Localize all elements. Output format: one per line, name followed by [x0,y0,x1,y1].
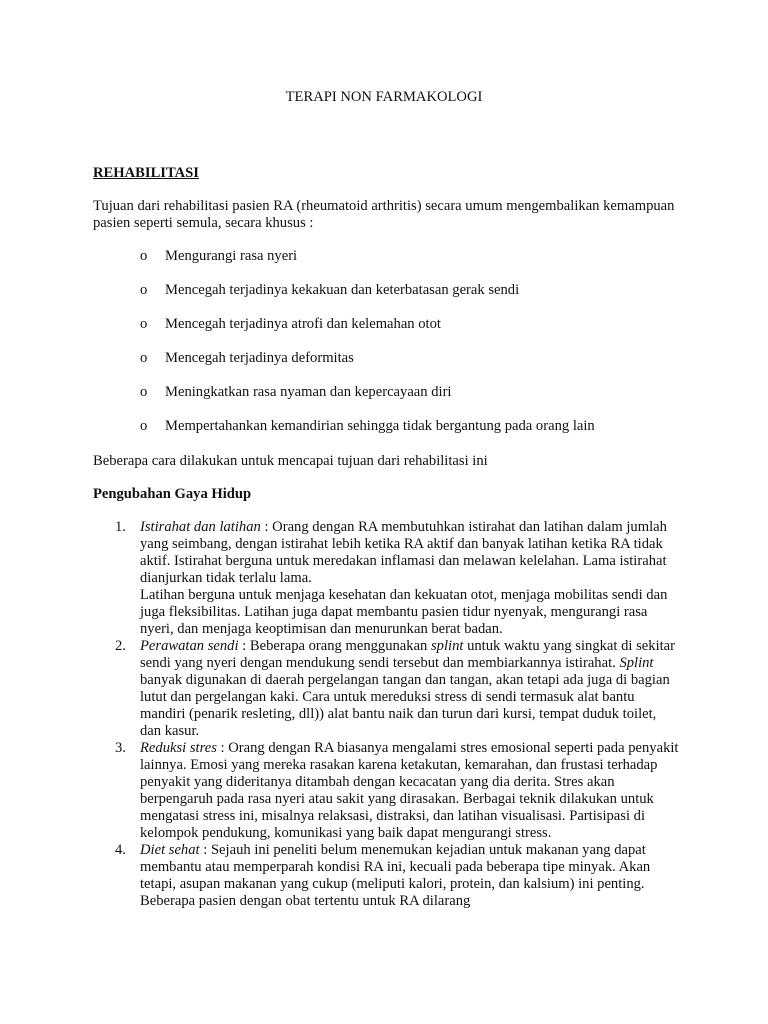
item-text: : Orang dengan RA membutuhkan istirahat dan latihan dalam jumlah yang seimbang, dengan istirahat lebih ketika RA aktif dan banyak latihan ketika RA tidak aktif. Istirahat berguna untuk meredakan inflamasi dan melawan kelelahan. Lama istirahat dianjurkan tidak terlalu lama. [140,519,667,586]
section-heading-rehabilitasi: REHABILITASI [93,165,199,181]
item-text: banyak digunakan di daerah pergelangan tangan dan tangan, akan tetapi ada juga di bagian lutut dan pergelangan kaki. Cara untuk mereduksi stress di sendi termasuk alat bantu mandiri (penarik resleting, dll)) alat bantu naik dan turun dari kursi, tempat duduk toilet, dan kasur. [140,672,670,739]
list-item-text: Mencegah terjadinya kekakuan dan keterbatasan gerak sendi [165,282,520,298]
item-paragraph-continued: Latihan berguna untuk menjaga kesehatan dan kekuatan otot, menjaga mobilitas sendi dan juga fleksibilitas. Latihan juga dapat membantu pasien tidur nyenyak, mengurangi rasa nyeri, dan menjaga keoptimisan dan menurunkan berat badan. [140,587,668,637]
methods-intro: Beberapa cara dilakukan untuk mencapai tujuan dari rehabilitasi ini [93,453,488,469]
bullet-marker: o [140,418,148,434]
list-item [0,384,768,401]
item-paragraph [140,740,680,842]
emphasis-splint: Splint [619,655,654,671]
item-number: 4. [115,842,126,858]
list-item [0,316,768,333]
list-item-text: Mengurangi rasa nyeri [165,248,298,264]
list-item [0,418,768,435]
item-text: : Orang dengan RA biasanya mengalami stres emosional seperti pada penyakit lainnya. Emosi yang mereka rasakan karena ketakutan, kemarahan, dan frustasi terhadap penyakit yang dideritanya ditambah dengan kecacatan yang dia derita. Stres akan berpengaruh pada rasa nyeri atau sakit yang dirasakan. Berbagai teknik dilakukan untuk mengatasi stress ini, misalnya relaksasi, distraksi, dan latihan visualisasi. Partisipasi di kelompok pendukung, komunikasi yang baik dapat mengurangi stress. [140,740,679,841]
item-paragraph [140,638,680,740]
page-title: TERAPI NON FARMAKOLOGI [285,89,483,105]
item-term: Perawatan sendi [140,638,239,654]
bullet-marker: o [140,282,148,298]
lifestyle-list [0,519,768,910]
numbered-item [0,740,680,842]
emphasis-splint: splint [431,638,464,654]
bullet-marker: o [140,350,148,366]
item-text: : Beberapa orang menggunakan [238,638,431,654]
list-item [0,248,768,265]
section-heading-pengubahan-gaya-hidup: Pengubahan Gaya Hidup [93,486,252,502]
list-item-text: Mempertahankan kemandirian sehingga tidak bergantung pada orang lain [165,418,595,434]
item-term: Reduksi stres [140,740,217,756]
bullet-marker: o [140,316,148,332]
list-item-text: Mencegah terjadinya atrofi dan kelemahan otot [165,316,441,332]
numbered-item [0,842,680,910]
list-item-text: Mencegah terjadinya deformitas [165,350,354,366]
item-text: : Sejauh ini peneliti belum menemukan kejadian untuk makanan yang dapat membantu atau memperparah kondisi RA ini, kecuali pada beberapa tipe minyak. Akan tetapi, asupan makanan yang cukup (meliputi kalori, protein, dan kalsium) ini penting. Beberapa pasien dengan obat tertentu untuk RA dilarang [140,842,651,909]
item-term: Istirahat dan latihan [140,519,261,535]
intro-paragraph: Tujuan dari rehabilitasi pasien RA (rheumatoid arthritis) secara umum mengembalikan kemampuan pasien seperti semula, secara khusus : [93,198,675,231]
goals-list [0,248,768,452]
item-paragraph [140,519,680,587]
item-text: untuk waktu yang singkat di sekitar sendi yang nyeri dengan mendukung sendi tersebut dan membiarkannya istirahat. [140,638,676,671]
item-number: 1. [115,519,126,535]
list-item [0,282,768,299]
numbered-item [0,519,680,638]
bullet-marker: o [140,248,148,264]
item-term: Diet sehat [140,842,200,858]
list-item [0,350,768,367]
item-number: 3. [115,740,126,756]
bullet-marker: o [140,384,148,400]
item-number: 2. [115,638,126,654]
numbered-item [0,638,680,740]
list-item-text: Meningkatkan rasa nyaman dan kepercayaan diri [165,384,452,400]
item-paragraph [140,842,680,910]
